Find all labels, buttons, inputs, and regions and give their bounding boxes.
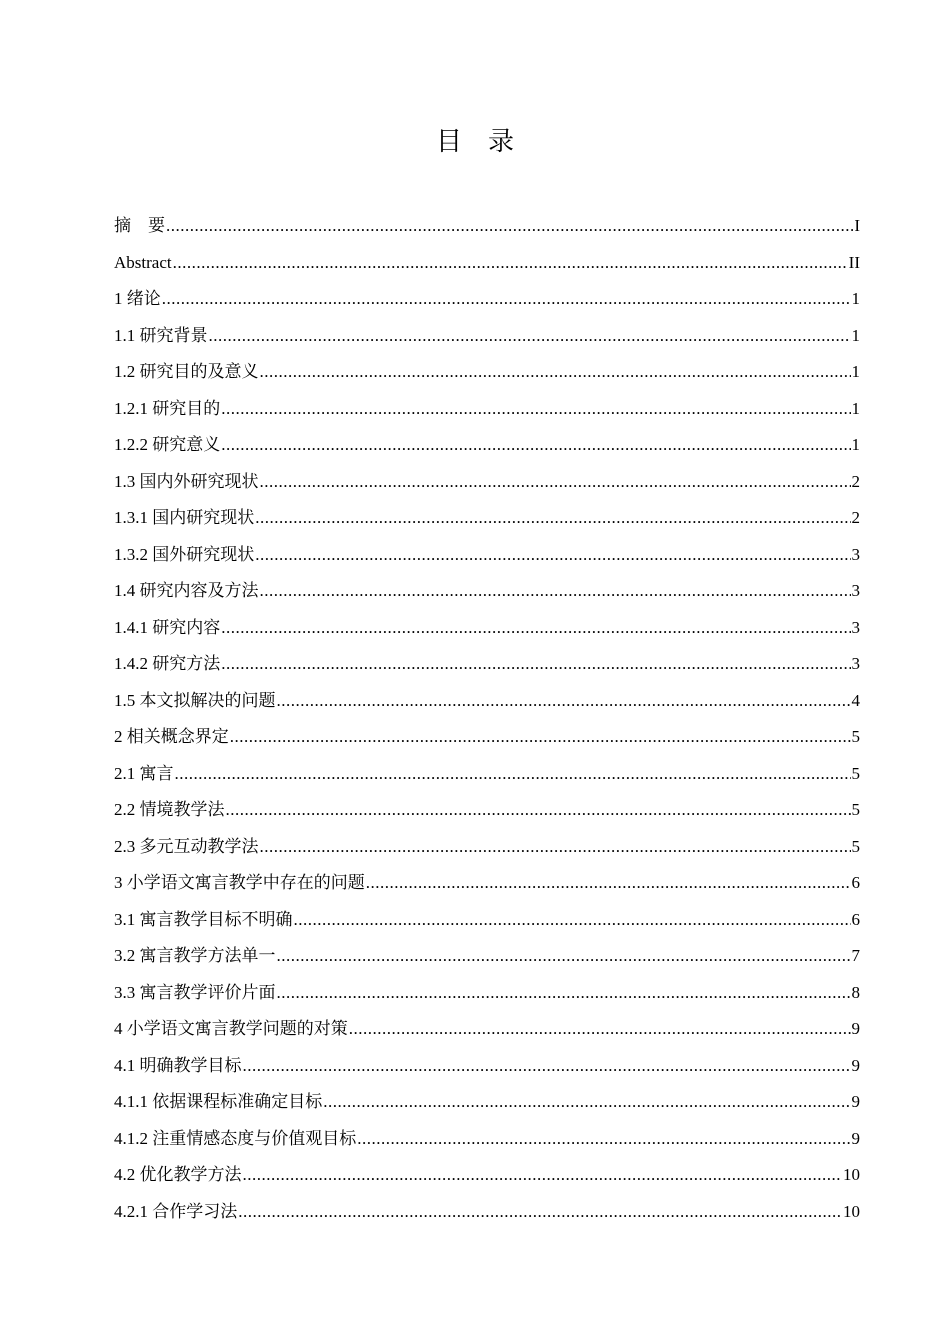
toc-dot-leader xyxy=(230,719,851,756)
toc-entry-label: 2.2 情境教学法 xyxy=(114,800,225,819)
toc-entry[interactable] xyxy=(114,1011,860,1048)
toc-dot-leader xyxy=(260,573,851,610)
toc-entry[interactable] xyxy=(114,683,860,720)
toc-entry-page-number: 3 xyxy=(851,654,860,673)
toc-entry[interactable] xyxy=(114,646,860,683)
toc-entry[interactable] xyxy=(114,354,860,391)
toc-entry-label: 1.2 研究目的及意义 xyxy=(114,362,259,381)
toc-entry-label: 1.5 本文拟解决的问题 xyxy=(114,690,276,710)
toc-entry-page-number: II xyxy=(848,252,860,272)
toc-entry-label: 3.2 寓言教学方法单一 xyxy=(114,946,276,965)
toc-dot-leader xyxy=(323,1084,850,1121)
toc-entry[interactable] xyxy=(114,829,860,866)
toc-entry[interactable] xyxy=(114,1048,860,1085)
toc-entry-page-number: 7 xyxy=(851,946,860,965)
toc-entry-page-number: 6 xyxy=(851,873,860,892)
toc-entry-label: 3.1 寓言教学目标不明确 xyxy=(114,909,293,929)
toc-entry-label: 4.2 优化教学方法 xyxy=(114,1165,242,1184)
toc-entry-label: 4.1 明确教学目标 xyxy=(114,1055,242,1075)
toc-entry-label: 2.1 寓言 xyxy=(114,763,174,783)
toc-dot-leader xyxy=(221,610,850,647)
toc-title xyxy=(0,121,950,158)
toc-dot-leader xyxy=(277,938,851,975)
toc-entry-page-number: 4 xyxy=(851,690,860,710)
toc-entry[interactable] xyxy=(114,865,860,902)
toc-entry[interactable] xyxy=(114,792,860,829)
toc-entry[interactable] xyxy=(114,938,860,975)
toc-dot-leader xyxy=(221,427,850,464)
toc-entry[interactable] xyxy=(114,1194,860,1231)
toc-dot-leader xyxy=(162,281,851,318)
toc-entry-page-number: 5 xyxy=(851,836,860,856)
toc-entry-label: 3.3 寓言教学评价片面 xyxy=(114,982,276,1002)
toc-entry-label: 2.3 多元互动教学法 xyxy=(114,836,259,856)
toc-entry[interactable] xyxy=(114,245,860,282)
toc-entry[interactable] xyxy=(114,281,860,318)
toc-entry-page-number: 5 xyxy=(851,763,860,783)
toc-dot-leader xyxy=(357,1121,850,1158)
toc-entry-page-number: 5 xyxy=(851,800,860,819)
toc-dot-leader xyxy=(260,829,851,866)
toc-entry[interactable] xyxy=(114,1084,860,1121)
toc-entry-label: 4.1.1 依据课程标准确定目标 xyxy=(114,1092,323,1111)
toc-entry-label: 1.4.2 研究方法 xyxy=(114,654,221,673)
toc-entry[interactable] xyxy=(114,391,860,428)
toc-entry-page-number: 10 xyxy=(843,1201,860,1221)
toc-dot-leader xyxy=(173,245,848,282)
toc-entry-label: 4 小学语文寓言教学问题的对策 xyxy=(114,1019,348,1038)
toc-entry-page-number: 3 xyxy=(851,581,860,600)
toc-entry[interactable] xyxy=(114,975,860,1012)
toc-entry[interactable] xyxy=(114,537,860,574)
toc-entry[interactable] xyxy=(114,719,860,756)
toc-entry[interactable] xyxy=(114,427,860,464)
toc-dot-leader xyxy=(366,865,851,902)
toc-entry-page-number: 1 xyxy=(851,362,860,381)
toc-entry[interactable] xyxy=(114,610,860,647)
toc-dot-leader xyxy=(277,975,851,1012)
toc-entry-label: 1.2.1 研究目的 xyxy=(114,398,221,418)
toc-dot-leader xyxy=(221,646,850,683)
toc-entry[interactable] xyxy=(114,208,860,245)
toc-dot-leader xyxy=(255,537,850,574)
toc-entry-page-number: 1 xyxy=(851,325,860,345)
toc-entry-page-number: 1 xyxy=(851,398,860,418)
toc-dot-leader xyxy=(255,500,850,537)
toc-entry-page-number: 8 xyxy=(851,982,860,1002)
toc-dot-leader xyxy=(221,391,850,428)
toc-entry-page-number: 2 xyxy=(851,508,860,527)
toc-entry-label: 2 相关概念界定 xyxy=(114,727,229,746)
toc-entry-label: 1.1 研究背景 xyxy=(114,325,208,345)
toc-dot-leader xyxy=(243,1157,843,1194)
toc-dot-leader xyxy=(226,792,851,829)
toc-entry-page-number: 9 xyxy=(851,1055,860,1075)
toc-entry-page-number: 10 xyxy=(843,1165,860,1184)
toc-entry-page-number: 5 xyxy=(851,727,860,746)
toc-entry[interactable] xyxy=(114,464,860,501)
toc-dot-leader xyxy=(294,902,851,939)
toc-entry-page-number: 9 xyxy=(851,1092,860,1111)
toc-entry-label: 1 绪论 xyxy=(114,289,161,308)
toc-entry-label: 摘 要 xyxy=(114,216,165,235)
toc-list xyxy=(114,208,860,1230)
toc-entry-page-number: I xyxy=(854,216,860,235)
toc-entry-page-number: 1 xyxy=(851,289,860,308)
toc-entry[interactable] xyxy=(114,756,860,793)
toc-dot-leader xyxy=(166,208,853,245)
toc-entry-page-number: 3 xyxy=(851,617,860,637)
toc-dot-leader xyxy=(175,756,851,793)
toc-entry-label: 1.3 国内外研究现状 xyxy=(114,471,259,491)
toc-entry-label: 1.3.2 国外研究现状 xyxy=(114,544,255,564)
toc-title-char-2: 录 xyxy=(488,127,515,156)
toc-entry-page-number: 9 xyxy=(851,1128,860,1148)
toc-dot-leader xyxy=(238,1194,842,1231)
toc-entry[interactable] xyxy=(114,1157,860,1194)
toc-entry[interactable] xyxy=(114,318,860,355)
toc-entry-label: 4.2.1 合作学习法 xyxy=(114,1201,238,1221)
toc-entry-label: 4.1.2 注重情感态度与价值观目标 xyxy=(114,1128,357,1148)
toc-entry-page-number: 1 xyxy=(851,435,860,454)
toc-dot-leader xyxy=(277,683,851,720)
toc-entry-label: 1.2.2 研究意义 xyxy=(114,435,221,454)
toc-entry[interactable] xyxy=(114,573,860,610)
toc-entry-label: 1.4.1 研究内容 xyxy=(114,617,221,637)
toc-dot-leader xyxy=(209,318,851,355)
toc-dot-leader xyxy=(260,354,851,391)
toc-title-char-1: 目 xyxy=(435,127,462,156)
toc-entry-page-number: 9 xyxy=(851,1019,860,1038)
toc-entry-label: 1.3.1 国内研究现状 xyxy=(114,508,255,527)
toc-entry-label: Abstract xyxy=(114,252,172,272)
toc-entry[interactable] xyxy=(114,902,860,939)
toc-dot-leader xyxy=(349,1011,851,1048)
toc-entry-page-number: 3 xyxy=(851,544,860,564)
toc-entry[interactable] xyxy=(114,1121,860,1158)
toc-entry-page-number: 2 xyxy=(851,471,860,491)
toc-entry-page-number: 6 xyxy=(851,909,860,929)
toc-dot-leader xyxy=(243,1048,851,1085)
toc-entry[interactable] xyxy=(114,500,860,537)
toc-dot-leader xyxy=(260,464,851,501)
toc-entry-label: 1.4 研究内容及方法 xyxy=(114,581,259,600)
toc-entry-label: 3 小学语文寓言教学中存在的问题 xyxy=(114,873,365,892)
